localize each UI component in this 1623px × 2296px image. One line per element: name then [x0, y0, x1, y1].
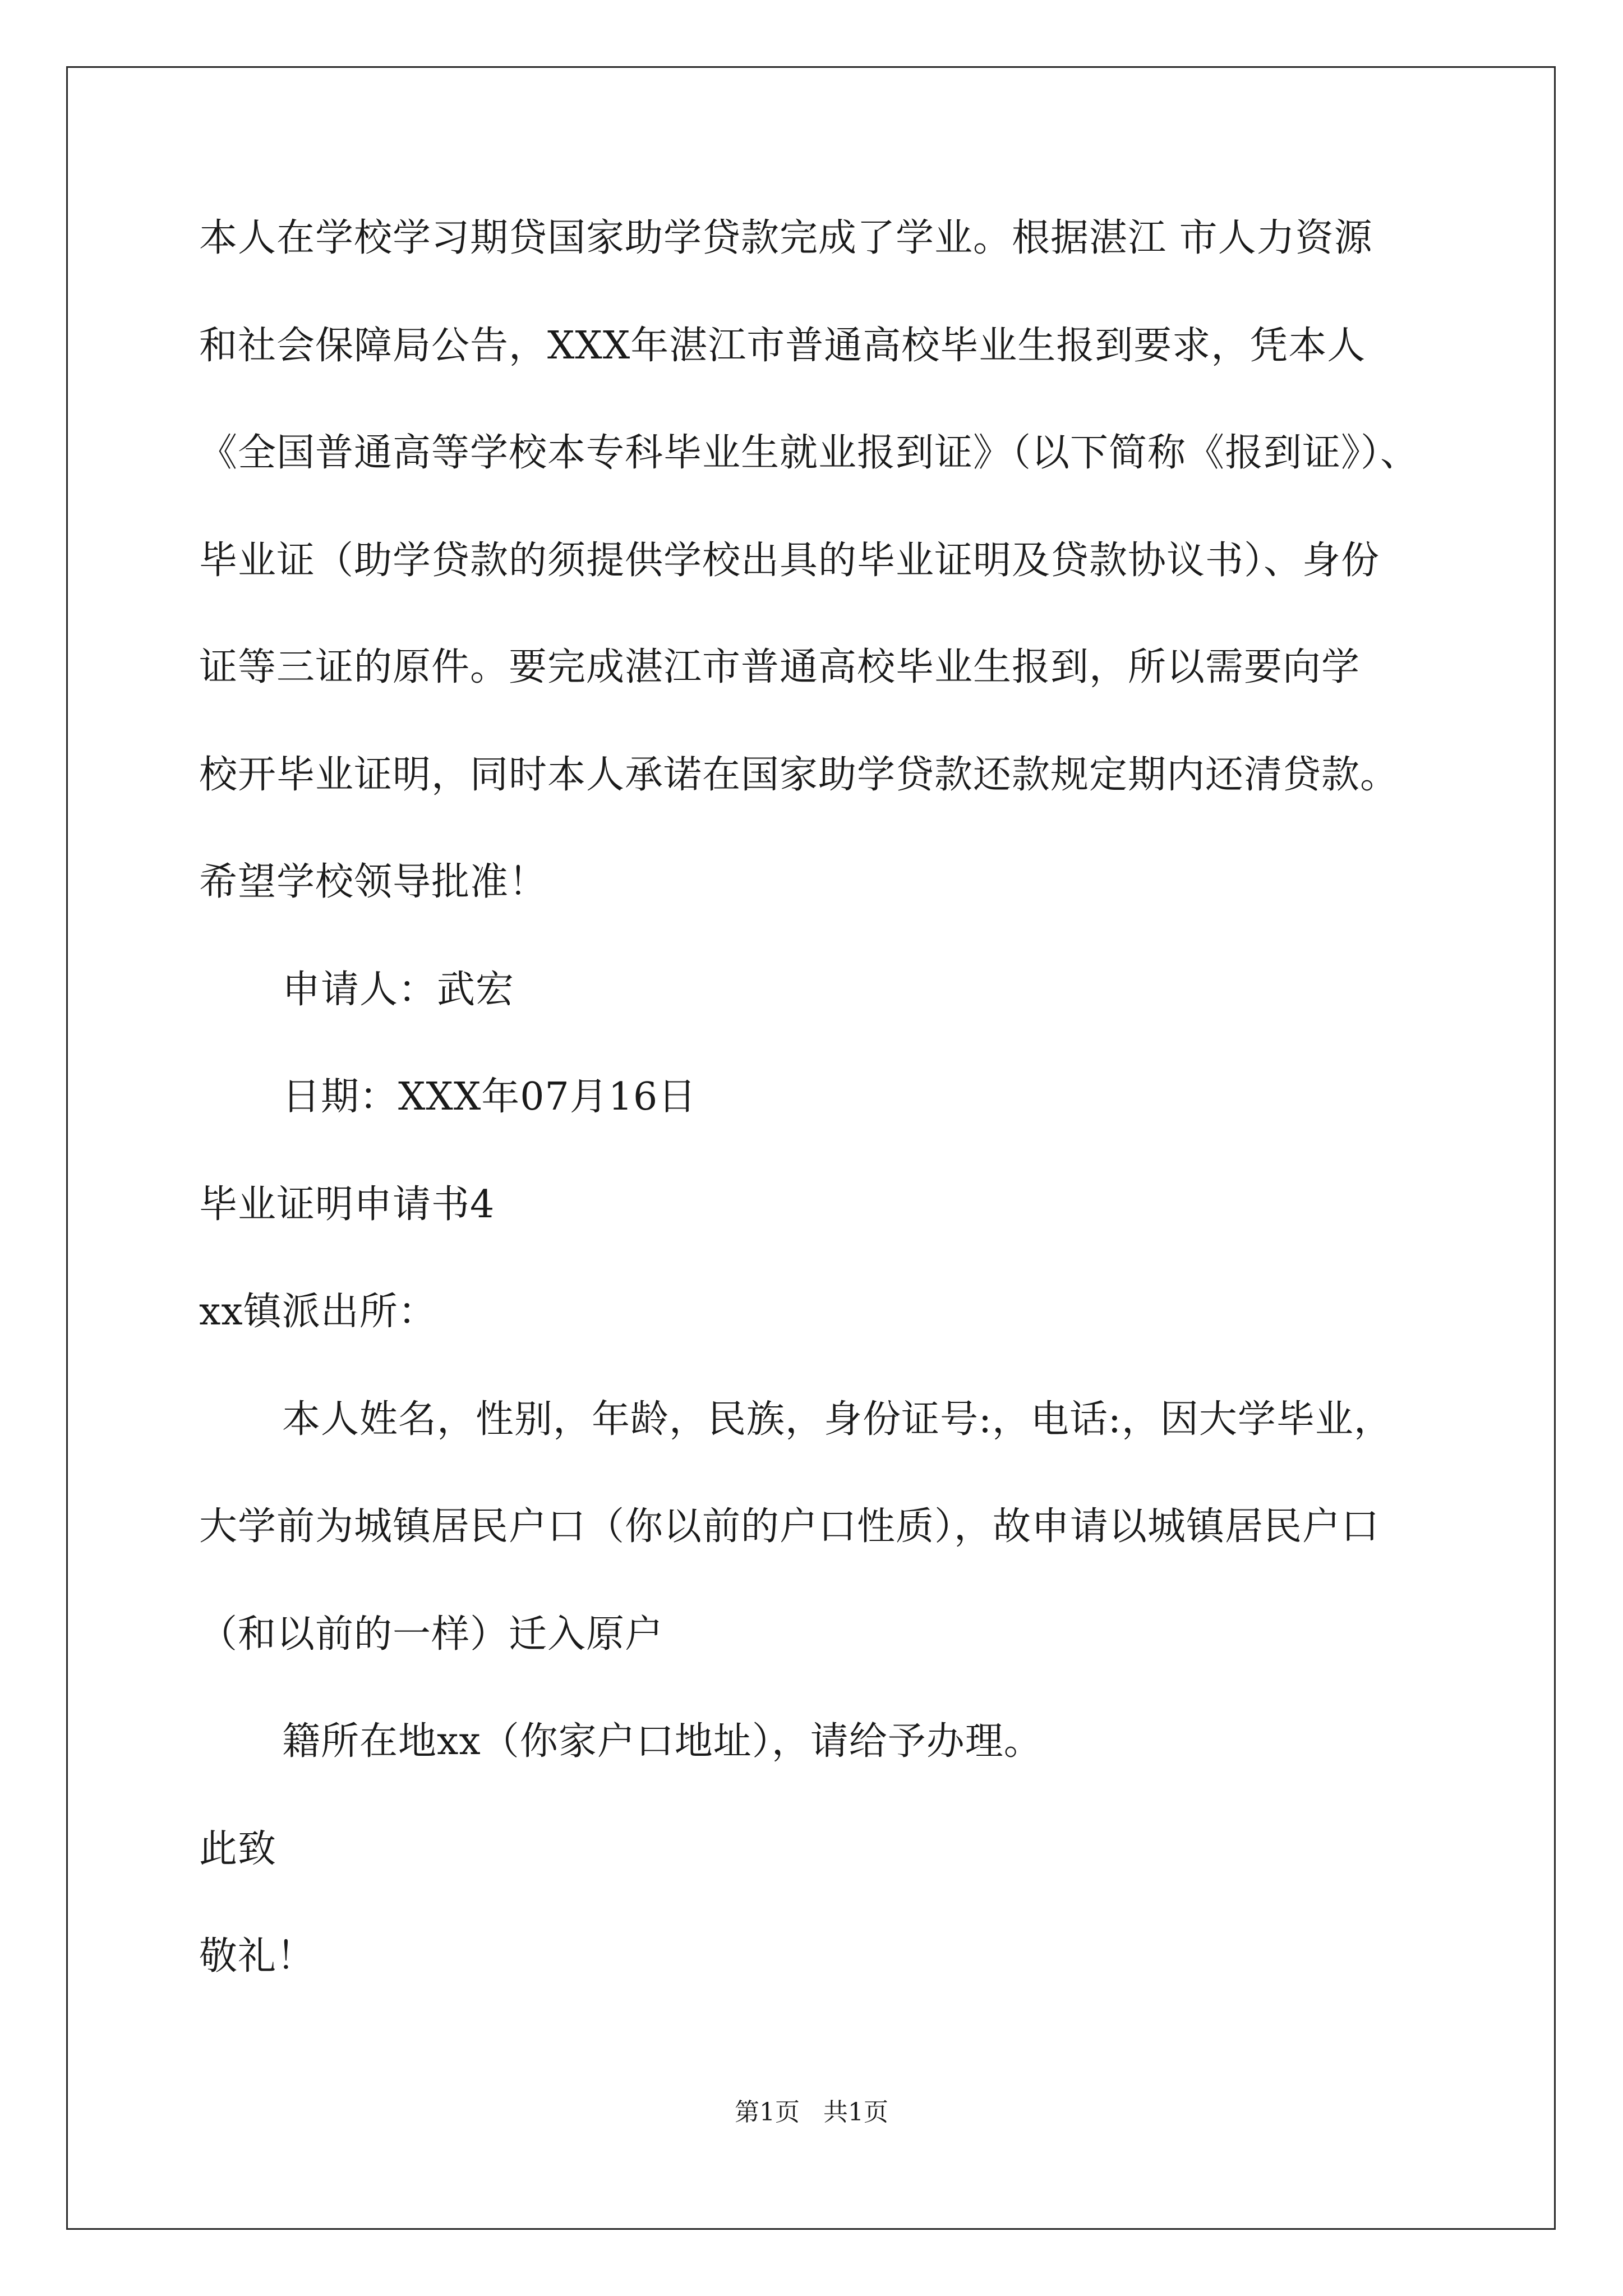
paragraph-line: 《全国普通高等学校本专科毕业生就业报到证》（以下简称《报到证》）、 — [199, 431, 1419, 475]
applicant-line: 申请人：武宏 — [282, 968, 515, 1012]
page-number: 第1页 — [735, 2098, 800, 2127]
paragraph-line: 毕业证（助学贷款的须提供学校出具的毕业证明及贷款协议书）、身份 — [199, 539, 1380, 583]
paragraph-line: 大学前为城镇居民户口（你以前的户口性质），故申请以城镇居民户口 — [199, 1504, 1380, 1549]
page-footer — [0, 2098, 1623, 2127]
paragraph-line: 校开毕业证明，同时本人承诺在国家助学贷款还款规定期内还清贷款。 — [199, 753, 1399, 797]
paragraph-line: 籍所在地xx（你家户口地址），请给予办理。 — [282, 1719, 1043, 1764]
closing-request: 希望学校领导批准！ — [199, 860, 548, 904]
section-title: 毕业证明申请书4 — [199, 1182, 495, 1227]
paragraph-line: 证等三证的原件。要完成湛江市普通高校毕业生报到，所以需要向学 — [199, 645, 1361, 689]
page-total: 共1页 — [823, 2098, 888, 2127]
recipient-line: xx镇派出所： — [199, 1290, 437, 1334]
paragraph-line: 和社会保障局公告，XXX年湛江市普通高校毕业生报到要求，凭本人 — [199, 324, 1366, 368]
paragraph-line: 本人姓名，性别，年龄，民族，身份证号:，电话:，因大学毕业， — [282, 1397, 1393, 1442]
date-line: 日期：XXX年07月16日 — [282, 1075, 697, 1119]
salutation-line: 敬礼！ — [199, 1934, 316, 1978]
page-border — [66, 66, 1556, 2230]
paragraph-line: （和以前的一样）迁入原户 — [199, 1612, 664, 1657]
paragraph-line: 本人在学校学习期贷国家助学贷款完成了学业。根据湛江 市人力资源 — [199, 216, 1373, 260]
salutation-line: 此致 — [199, 1827, 277, 1871]
